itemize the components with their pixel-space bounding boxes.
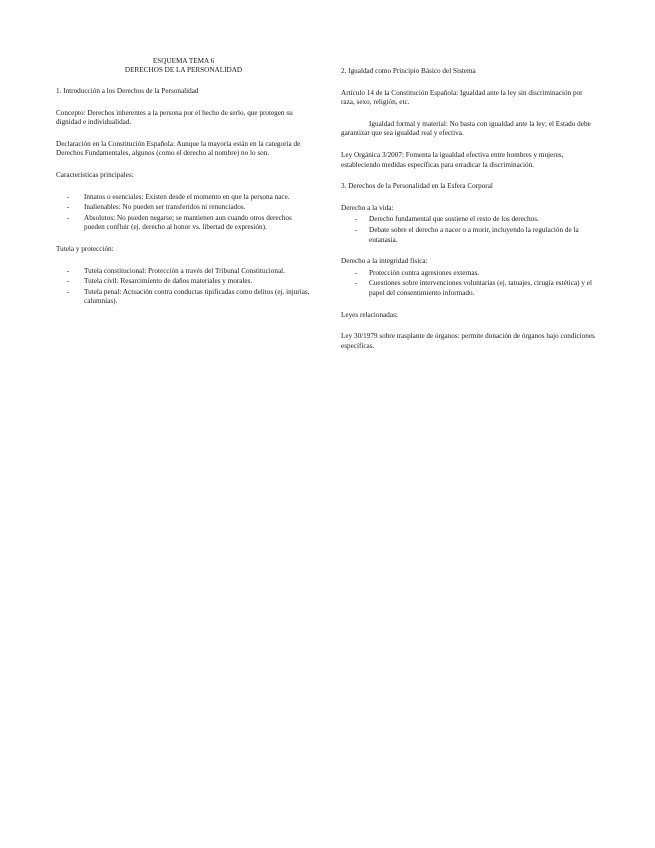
paragraph-concepto: Concepto: Derechos inherentes a la persona por el hecho de serlo, que protegen su dignidad e individualidad. [56, 108, 293, 127]
list-item: - Tutela penal: Actuación contra conductas tipificadas como delitos (ej. injurias, calumnias). [56, 288, 311, 307]
right-column [341, 67, 596, 363]
vida-list [341, 215, 596, 245]
caracteristicas-label: Características principales: [56, 170, 134, 179]
section-heading-1: 1. Introducción a los Derechos de la Personalidad [56, 87, 199, 95]
paragraph-ley-30-1979: Ley 30/1979 sobre trasplante de órganos: permite donación de órganos bajo condiciones específicas. [341, 332, 595, 350]
list-item: - Debate sobre el derecho a nacer o a morir, incluyendo la regulación de la eutanasia. [341, 226, 596, 245]
section-heading-2: 2. Igualdad como Principio Básico del Sistema [341, 67, 476, 75]
list-item: - Inalienables: No pueden ser transferidos ni renunciados. [56, 203, 311, 213]
list-item: - Tutela civil: Resarcimiento de daños materiales y morales. [56, 277, 311, 287]
tutela-label: Tutela y protección: [56, 244, 114, 253]
tutela-list [56, 267, 311, 307]
title-line-2: DERECHOS DE LA PERSONALIDAD [124, 66, 243, 74]
vida-label: Derecho a la vida: [341, 203, 394, 212]
section-heading-3: 3. Derechos de la Personalidad en la Esfera Corporal [341, 182, 493, 191]
list-item: - Innatos o esenciales: Existen desde el momento en que la persona nace. [56, 193, 311, 203]
paragraph-ley-organica: Ley Orgánica 3/2007: Fomenta la igualdad efectiva entre hombres y mujeres, estableciendo medidas específicas para erradicar la discriminación. [341, 150, 564, 169]
integridad-list [341, 269, 596, 299]
caracteristicas-list [56, 193, 311, 233]
list-item: - Protección contra agresiones externas. [341, 269, 596, 279]
title-line-1: ESQUEMA TEMA 6 [152, 57, 215, 65]
paragraph-declaracion: Declaración en la Constitución Española: Aunque la mayoría están en la categoría de Derechos Fundamentales, algunos (como el derecho al nombre) no lo son. [56, 139, 301, 158]
left-column [56, 57, 311, 319]
paragraph-igualdad: Igualdad formal y material: No basta con igualdad ante la ley; el Estado debe garantizar que sea igualdad real y efectiva. [341, 119, 591, 138]
integridad-label: Derecho a la integridad física: [341, 257, 428, 266]
list-item: - Derecho fundamental que sostiene el resto de los derechos. [341, 215, 596, 225]
paragraph-articulo-14: Artículo 14 de la Constitución Española: Igualdad ante la ley sin discriminación por raza, sexo, religión, etc. [341, 88, 583, 107]
leyes-label: Leyes relacionadas: [341, 310, 398, 319]
list-item: - Tutela constitucional: Protección a través del Tribunal Constitucional. [56, 267, 311, 277]
list-item: - Absolutos: No pueden negarse; se mantienen aun cuando otros derechos pueden confluir (ej. derecho al honor vs. libertad de expresión). [56, 214, 311, 233]
document-title [56, 57, 311, 75]
list-item: - Cuestiones sobre intervenciones voluntarias (ej. tatuajes, cirugía estética) y el papel del consentimiento informado. [341, 279, 596, 298]
